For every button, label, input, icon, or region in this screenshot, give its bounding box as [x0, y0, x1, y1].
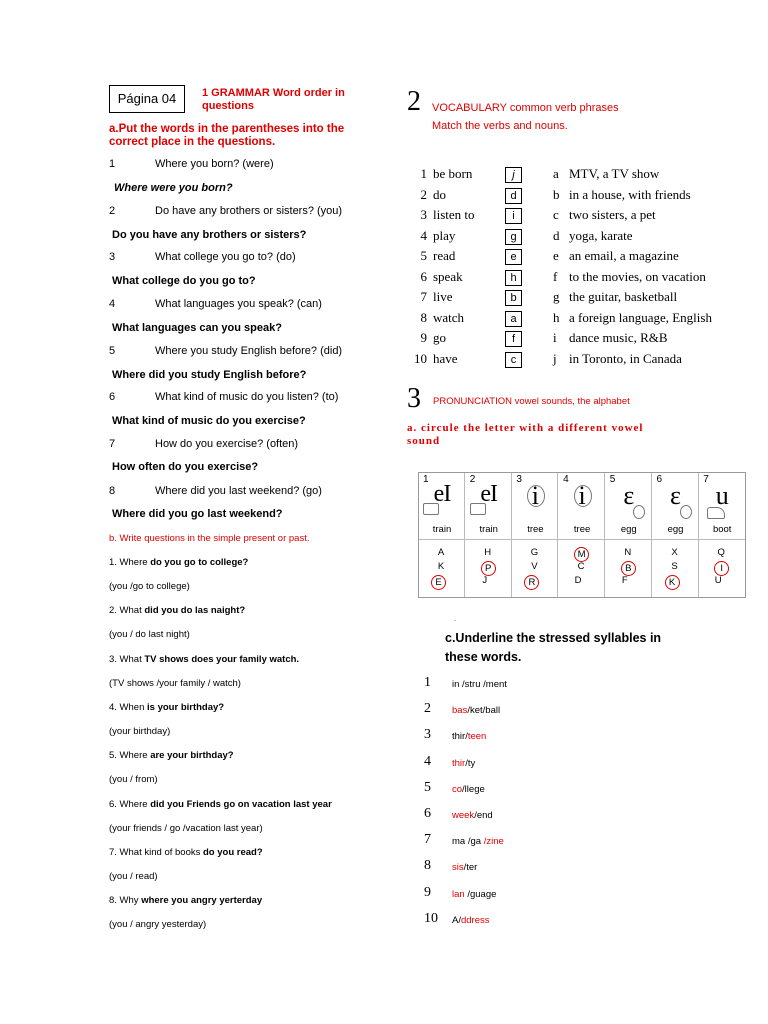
verb-number: 9 — [420, 330, 427, 345]
circled-letter: E — [431, 575, 446, 590]
vowel-word: boot — [712, 524, 732, 535]
phonetic-symbol: eI — [480, 481, 498, 507]
letter: K — [437, 561, 445, 572]
noun-letter: b — [553, 186, 560, 202]
b-question-answer: TV shows does your family watch. — [144, 653, 300, 665]
noun-phrase: the guitar, basketball — [569, 289, 678, 304]
noun-letter: f — [553, 268, 558, 284]
b-question-lead: 7. What kind of books — [109, 846, 203, 858]
answer-box: a — [505, 311, 522, 327]
column-number: 1 — [423, 474, 429, 485]
verb: have — [433, 350, 458, 366]
vocabulary-row — [407, 330, 747, 350]
noun-letter: g — [553, 289, 560, 304]
answer-box: h — [505, 270, 522, 286]
b-question — [109, 605, 245, 616]
pronunciation-number: 3 — [407, 383, 421, 414]
vocabulary-row — [407, 166, 747, 186]
word-number: 3 — [424, 727, 431, 743]
b-question-hint: (you / read) — [109, 870, 158, 882]
noun-letter: d — [553, 227, 560, 243]
b-question — [109, 847, 263, 858]
phonetic-symbol: eI — [433, 481, 451, 507]
b-question-hint: (your friends / go /vacation last year) — [109, 822, 263, 834]
answer-box: d — [505, 188, 522, 204]
stress-word — [452, 731, 486, 742]
syllable: ma /ga — [452, 836, 484, 848]
verb-number: 3 — [420, 207, 427, 222]
b-question-answer: where you angry yerterday — [141, 895, 263, 907]
vowel-column — [699, 473, 745, 597]
column-number: 3 — [516, 474, 522, 485]
b-question — [109, 654, 299, 665]
stress-word — [452, 705, 500, 716]
verb-number: 1 — [420, 166, 427, 181]
letter: A — [437, 547, 445, 558]
boot-icon — [707, 507, 725, 519]
vocabulary-number: 2 — [407, 86, 421, 117]
answer-box: j — [505, 167, 522, 183]
b-question-answer: did you do las naight? — [144, 605, 246, 617]
b-question-hint: (you /go to college) — [109, 581, 190, 592]
b-question-lead: 8. Why — [109, 895, 142, 907]
vowel-column — [606, 473, 652, 597]
vocabulary-row — [407, 228, 747, 248]
noun-letter: a — [553, 166, 559, 181]
vocabulary-row — [407, 289, 747, 309]
vowel-sounds-table — [418, 472, 746, 598]
b-question — [109, 799, 332, 810]
vowel-column — [512, 473, 558, 597]
stray-dot: . — [454, 616, 456, 623]
column-number: 5 — [609, 474, 616, 485]
syllable: thir/ — [452, 731, 468, 743]
word-number: 4 — [424, 753, 431, 769]
letter: S — [671, 561, 678, 572]
vocabulary-heading — [432, 99, 619, 135]
b-question — [109, 895, 262, 906]
question-number: 5 — [109, 345, 116, 357]
question-number: 7 — [109, 438, 116, 450]
question-answer: What languages can you speak? — [112, 322, 282, 334]
circled-letter: B — [621, 561, 636, 576]
syllable: /ty — [465, 757, 476, 769]
word-number: 5 — [424, 779, 431, 795]
vowel-column — [559, 473, 605, 597]
b-question-lead: 1. Where — [109, 557, 151, 568]
question-number: 8 — [109, 485, 116, 497]
syllable: A/ — [452, 914, 461, 926]
stress-word — [452, 758, 475, 769]
verb: watch — [433, 309, 465, 325]
stressed-syllable: /zine — [483, 836, 504, 848]
vocabulary-instruction: Match the verbs and nouns. — [432, 120, 568, 132]
answer-box: b — [505, 290, 522, 306]
stress-word — [452, 915, 490, 926]
b-question — [109, 557, 248, 568]
column-number: 4 — [563, 474, 569, 485]
word-number: 6 — [424, 806, 431, 821]
b-question-lead: 5. Where — [109, 750, 151, 762]
grammar-instruction-b: b. Write questions in the simple present or past. — [109, 533, 310, 544]
stress-word — [452, 810, 493, 821]
b-question-answer: is your birthday? — [147, 701, 225, 713]
stress-word — [452, 836, 504, 847]
stressed-syllable: teen — [467, 731, 487, 743]
noun-phrase: an email, a magazine — [569, 248, 679, 263]
b-question-hint: (you / angry yesterday) — [109, 919, 207, 931]
word-number: 7 — [424, 832, 431, 848]
question-answer: What college do you go to? — [112, 275, 256, 287]
circled-letter: M — [574, 547, 589, 562]
letter: X — [671, 547, 678, 558]
question-prompt: What kind of music do you listen? (to) — [155, 391, 339, 403]
vowel-word: tree — [527, 524, 544, 535]
stressed-syllable: thir — [452, 757, 466, 769]
noun-phrase: a foreign language, English — [569, 309, 712, 325]
verb-number: 2 — [420, 186, 427, 202]
stress-word — [452, 784, 485, 795]
noun-letter: c — [553, 207, 559, 222]
b-question-lead: 3. What — [109, 653, 145, 665]
circled-letter: I — [714, 561, 729, 576]
question-prompt: What college you go to? (do) — [155, 251, 296, 263]
b-question-hint: (you / from) — [109, 774, 158, 786]
verb: speak — [433, 268, 463, 284]
question-prompt: Where you born? (were) — [155, 158, 274, 170]
vocabulary-row — [407, 207, 747, 227]
question-number: 2 — [109, 205, 116, 217]
stressed-syllable: lan — [452, 888, 468, 900]
verb-number: 10 — [414, 350, 427, 366]
column-number: 6 — [656, 474, 663, 485]
train-icon — [470, 503, 486, 515]
vocabulary-row — [407, 187, 747, 207]
phonetic-symbol: i — [578, 481, 586, 510]
vowel-column — [653, 473, 699, 597]
answer-box: e — [505, 249, 522, 265]
stress-word — [452, 862, 477, 873]
vowel-column — [466, 473, 512, 597]
question-prompt: How do you exercise? (often) — [155, 438, 299, 450]
letter: H — [484, 547, 492, 558]
question-number: 6 — [109, 391, 116, 403]
question-prompt: Do have any brothers or sisters? (you) — [155, 205, 343, 217]
verb-number: 7 — [420, 289, 427, 304]
question-answer: Where did you study English before? — [112, 369, 307, 381]
answer-box: c — [505, 352, 522, 368]
b-question-hint: (your birthday) — [109, 725, 171, 737]
phonetic-symbol: ɛ — [623, 481, 635, 510]
b-question — [109, 702, 224, 713]
letter: J — [482, 575, 488, 586]
question-prompt: What languages you speak? (can) — [155, 298, 322, 310]
noun-phrase: two sisters, a pet — [569, 207, 656, 222]
answer-box: f — [505, 331, 522, 347]
vocabulary-match-table — [407, 166, 747, 372]
vowel-word: egg — [667, 524, 684, 535]
answer-box: i — [505, 208, 522, 224]
stress-word — [452, 889, 496, 900]
phonetic-symbol: ɛ — [670, 481, 681, 510]
b-question-lead: 2. What — [109, 605, 145, 617]
stressed-syllable: sis — [452, 862, 464, 874]
letter: F — [621, 575, 628, 586]
b-question-lead: 4. When — [109, 701, 148, 713]
stressed-syllable: ddress — [460, 914, 490, 926]
word-number: 1 — [424, 675, 431, 690]
vocabulary-row — [407, 269, 747, 289]
grammar-title: 1 GRAMMAR Word order in questions — [202, 87, 345, 112]
noun-letter: j — [553, 350, 557, 366]
question-answer: Where did you go last weekend? — [112, 508, 283, 520]
verb: read — [433, 248, 456, 263]
pronunciation-title: PRONUNCIATION vowel sounds, the alphabet — [433, 396, 630, 407]
noun-letter: e — [553, 248, 559, 263]
b-question-hint: (you / do last night) — [109, 629, 190, 641]
circled-letter: R — [524, 575, 539, 590]
b-question-answer: are your birthday? — [150, 750, 234, 762]
syllable: /end — [474, 810, 493, 821]
question-answer: What kind of music do you exercise? — [112, 415, 306, 427]
noun-phrase: to the movies, on vacation — [569, 268, 706, 284]
verb: go — [433, 330, 446, 345]
tree-icon — [574, 485, 592, 507]
word-number: 10 — [424, 910, 438, 926]
phonetic-symbol: u — [715, 481, 729, 510]
b-question-answer: do you go to college? — [150, 557, 249, 568]
column-number: 2 — [469, 474, 476, 485]
circled-letter: P — [481, 561, 496, 576]
b-question-answer: did you Friends go on vacation last year — [150, 798, 332, 810]
phonetic-symbol: i — [531, 481, 539, 510]
syllable: /ket/ball — [467, 705, 501, 717]
grammar-instruction-a: a.Put the words in the parentheses into the correct place in the questions. — [109, 123, 345, 148]
vowel-word: tree — [573, 524, 591, 535]
vowel-word: train — [479, 524, 498, 535]
noun-letter: h — [553, 309, 560, 325]
stressed-syllable: co — [452, 783, 463, 795]
noun-phrase: in Toronto, in Canada — [569, 350, 682, 366]
word-number: 2 — [424, 701, 431, 717]
letter: C — [577, 561, 585, 572]
noun-phrase: MTV, a TV show — [569, 166, 660, 181]
verb: play — [433, 227, 456, 243]
verb: be born — [433, 166, 473, 181]
question-number: 4 — [109, 298, 116, 310]
syllable: /guage — [467, 888, 497, 900]
noun-letter: i — [553, 330, 557, 345]
noun-phrase: dance music, R&B — [569, 330, 668, 345]
circled-letter: K — [665, 575, 680, 590]
noun-phrase: yoga, karate — [569, 227, 633, 243]
letter: V — [531, 561, 538, 572]
vocabulary-row — [407, 351, 747, 371]
syllable: in /stru /ment — [452, 679, 507, 690]
verb-number: 8 — [420, 309, 427, 325]
vocabulary-row — [407, 310, 747, 330]
word-number: 8 — [424, 858, 431, 874]
egg-icon — [680, 505, 692, 519]
egg-icon — [633, 505, 645, 519]
question-prompt: Where did you last weekend? (go) — [155, 485, 322, 497]
stressed-syllable: week — [452, 810, 475, 821]
letter: U — [714, 575, 722, 586]
syllable: /ter — [463, 862, 478, 874]
letter: Q — [717, 547, 725, 558]
verb-number: 6 — [420, 268, 427, 284]
question-number: 3 — [109, 251, 116, 263]
vowel-column — [419, 473, 465, 597]
column-number: 7 — [703, 474, 709, 485]
answer-box: g — [505, 229, 522, 245]
b-question-answer: do you read? — [203, 846, 263, 858]
vocabulary-row — [407, 248, 747, 268]
stress-word — [452, 679, 507, 690]
vowel-word: egg — [620, 524, 637, 535]
question-number: 1 — [109, 158, 116, 170]
pronunciation-instruction-c: c.Underline the stressed syllables in these words. — [445, 631, 662, 664]
letter: N — [624, 547, 632, 558]
question-answer: How often do you exercise? — [112, 461, 259, 473]
b-question — [109, 750, 234, 761]
verb-number: 5 — [420, 248, 427, 263]
stressed-syllable: bas — [452, 705, 468, 717]
letter: D — [574, 575, 582, 586]
syllable: /llege — [462, 783, 485, 795]
b-question-lead: 6. Where — [109, 798, 151, 810]
pronunciation-instruction-a: a. circule the letter with a different vowel sound — [407, 422, 644, 447]
letter: G — [530, 547, 539, 558]
verb: do — [433, 186, 446, 202]
page-number-box: Página 04 — [109, 85, 185, 113]
b-question-hint: (TV shows /your family / watch) — [109, 677, 241, 689]
question-prompt: Where you study English before? (did) — [155, 345, 343, 357]
vocabulary-title: VOCABULARY common verb phrases — [432, 102, 619, 114]
vowel-word: train — [432, 524, 452, 535]
verb: live — [433, 289, 453, 304]
question-answer: Where were you born? — [114, 182, 233, 194]
verb: listen to — [433, 207, 475, 222]
word-number: 9 — [424, 884, 431, 900]
question-answer: Do you have any brothers or sisters? — [112, 229, 307, 241]
verb-number: 4 — [420, 227, 427, 243]
train-icon — [423, 503, 439, 515]
noun-phrase: in a house, with friends — [569, 186, 691, 202]
